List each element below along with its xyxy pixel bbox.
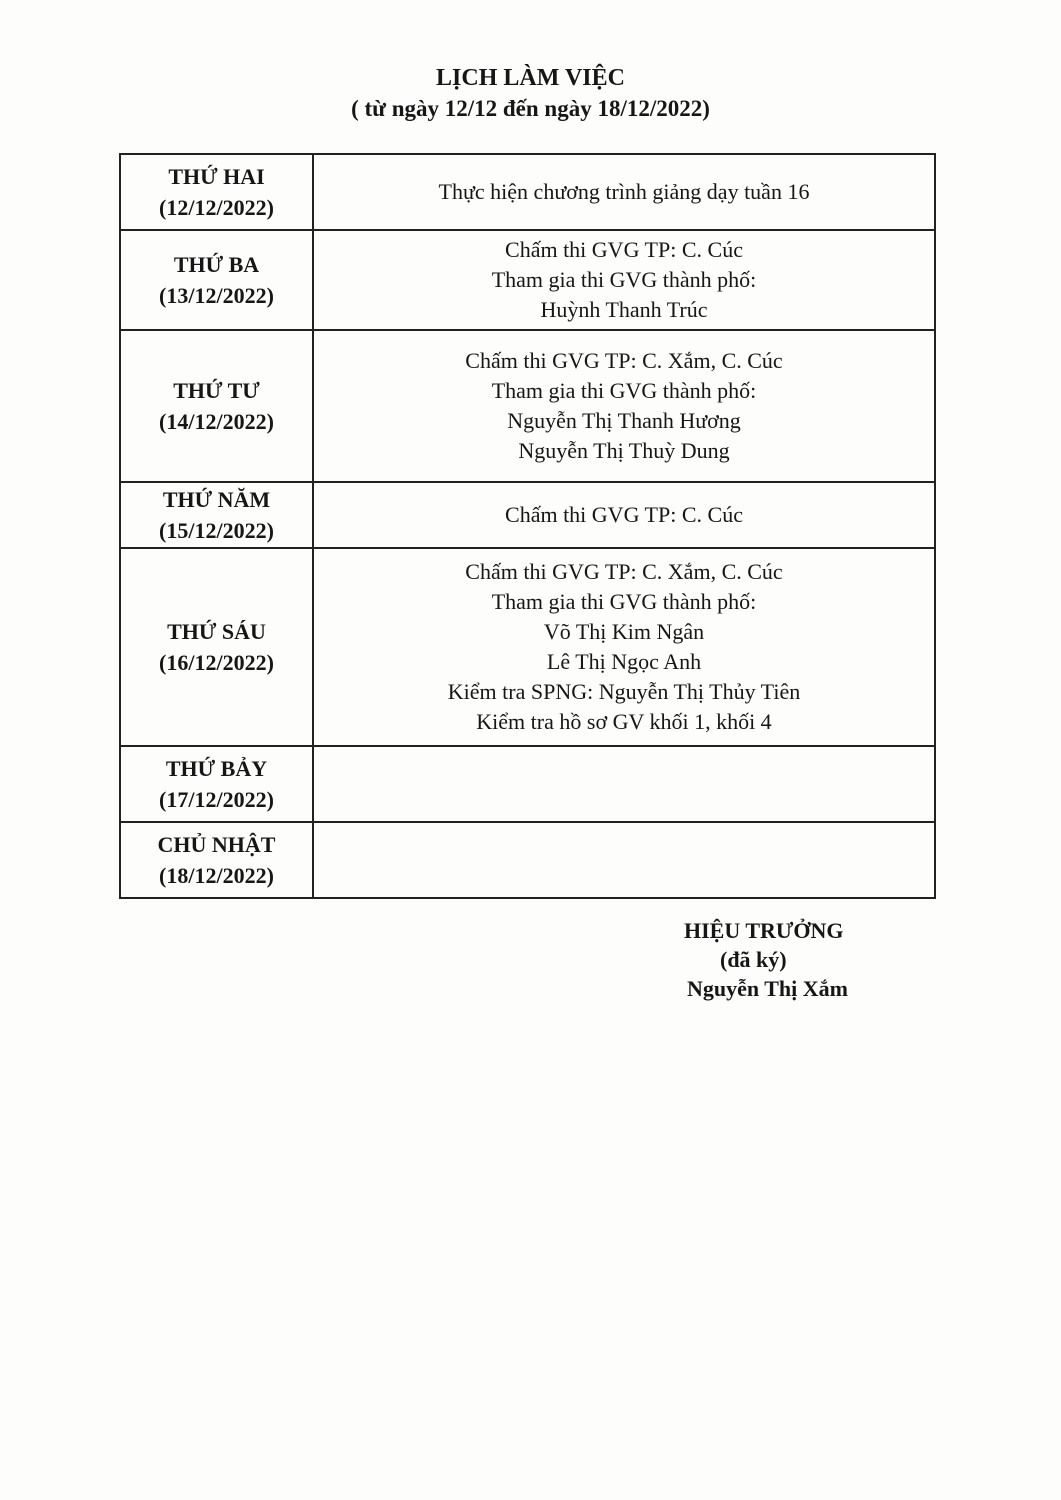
day-date: (14/12/2022): [159, 409, 274, 434]
activity-line: Chấm thi GVG TP: C. Xắm, C. Cúc: [465, 559, 783, 584]
activity-cell: [313, 822, 935, 898]
signature-block: [640, 916, 900, 1003]
day-cell: [120, 548, 313, 746]
activity-cell: [313, 746, 935, 822]
signer-title: HIỆU TRƯỞNG: [684, 918, 844, 943]
day-date: (17/12/2022): [159, 787, 274, 812]
activity-line: Tham gia thi GVG thành phố:: [491, 589, 757, 614]
schedule-table: [119, 153, 936, 899]
signed-note: (đã ký): [720, 947, 787, 972]
activity-line: Nguyễn Thị Thanh Hương: [507, 408, 741, 433]
day-name: THỨ SÁU: [167, 619, 266, 644]
day-name: THỨ BẢY: [165, 756, 268, 781]
day-cell: [120, 154, 313, 230]
day-cell: [120, 746, 313, 822]
activity-line: Thực hiện chương trình giảng dạy tuần 16: [438, 179, 810, 204]
day-cell: [120, 330, 313, 482]
activity-line: Tham gia thi GVG thành phố:: [491, 267, 757, 292]
activity-line: Chấm thi GVG TP: C. Cúc: [505, 237, 743, 262]
activity-line: Lê Thị Ngọc Anh: [546, 649, 702, 674]
document-header: [0, 62, 1061, 124]
activity-line: Tham gia thi GVG thành phố:: [491, 378, 757, 403]
day-cell: [120, 230, 313, 330]
activity-line: Huỳnh Thanh Trúc: [540, 297, 708, 322]
day-date: (18/12/2022): [159, 863, 274, 888]
day-name: CHỦ NHẬT: [157, 832, 276, 857]
activity-line: Võ Thị Kim Ngân: [543, 619, 705, 644]
signer-name: Nguyễn Thị Xắm: [687, 976, 848, 1001]
table-row: [120, 746, 935, 822]
day-name: THỨ TƯ: [173, 378, 260, 403]
table-row: [120, 230, 935, 330]
table-row: [120, 822, 935, 898]
day-cell: [120, 822, 313, 898]
day-name: THỨ BA: [173, 252, 260, 277]
activity-line: Kiểm tra SPNG: Nguyễn Thị Thủy Tiên: [447, 679, 801, 704]
activity-cell: [313, 154, 935, 230]
activity-cell: [313, 230, 935, 330]
day-date: (16/12/2022): [159, 650, 274, 675]
day-cell: [120, 482, 313, 548]
table-row: [120, 154, 935, 230]
document-title: LỊCH LÀM VIỆC: [436, 65, 625, 91]
day-date: (12/12/2022): [159, 195, 274, 220]
day-name: THỨ HAI: [168, 164, 265, 189]
activity-line: Nguyễn Thị Thuỳ Dung: [518, 438, 730, 463]
activity-line: Chấm thi GVG TP: C. Xắm, C. Cúc: [465, 348, 783, 373]
activity-cell: [313, 548, 935, 746]
document-subtitle: ( từ ngày 12/12 đến ngày 18/12/2022): [351, 96, 710, 121]
day-date: (15/12/2022): [159, 518, 274, 543]
activity-cell: [313, 330, 935, 482]
day-name: THỨ NĂM: [162, 487, 271, 512]
table-row: [120, 548, 935, 746]
activity-line: Kiểm tra hồ sơ GV khối 1, khối 4: [476, 709, 772, 734]
activity-cell: [313, 482, 935, 548]
table-row: [120, 482, 935, 548]
table-row: [120, 330, 935, 482]
activity-line: Chấm thi GVG TP: C. Cúc: [505, 502, 743, 527]
day-date: (13/12/2022): [159, 283, 274, 308]
